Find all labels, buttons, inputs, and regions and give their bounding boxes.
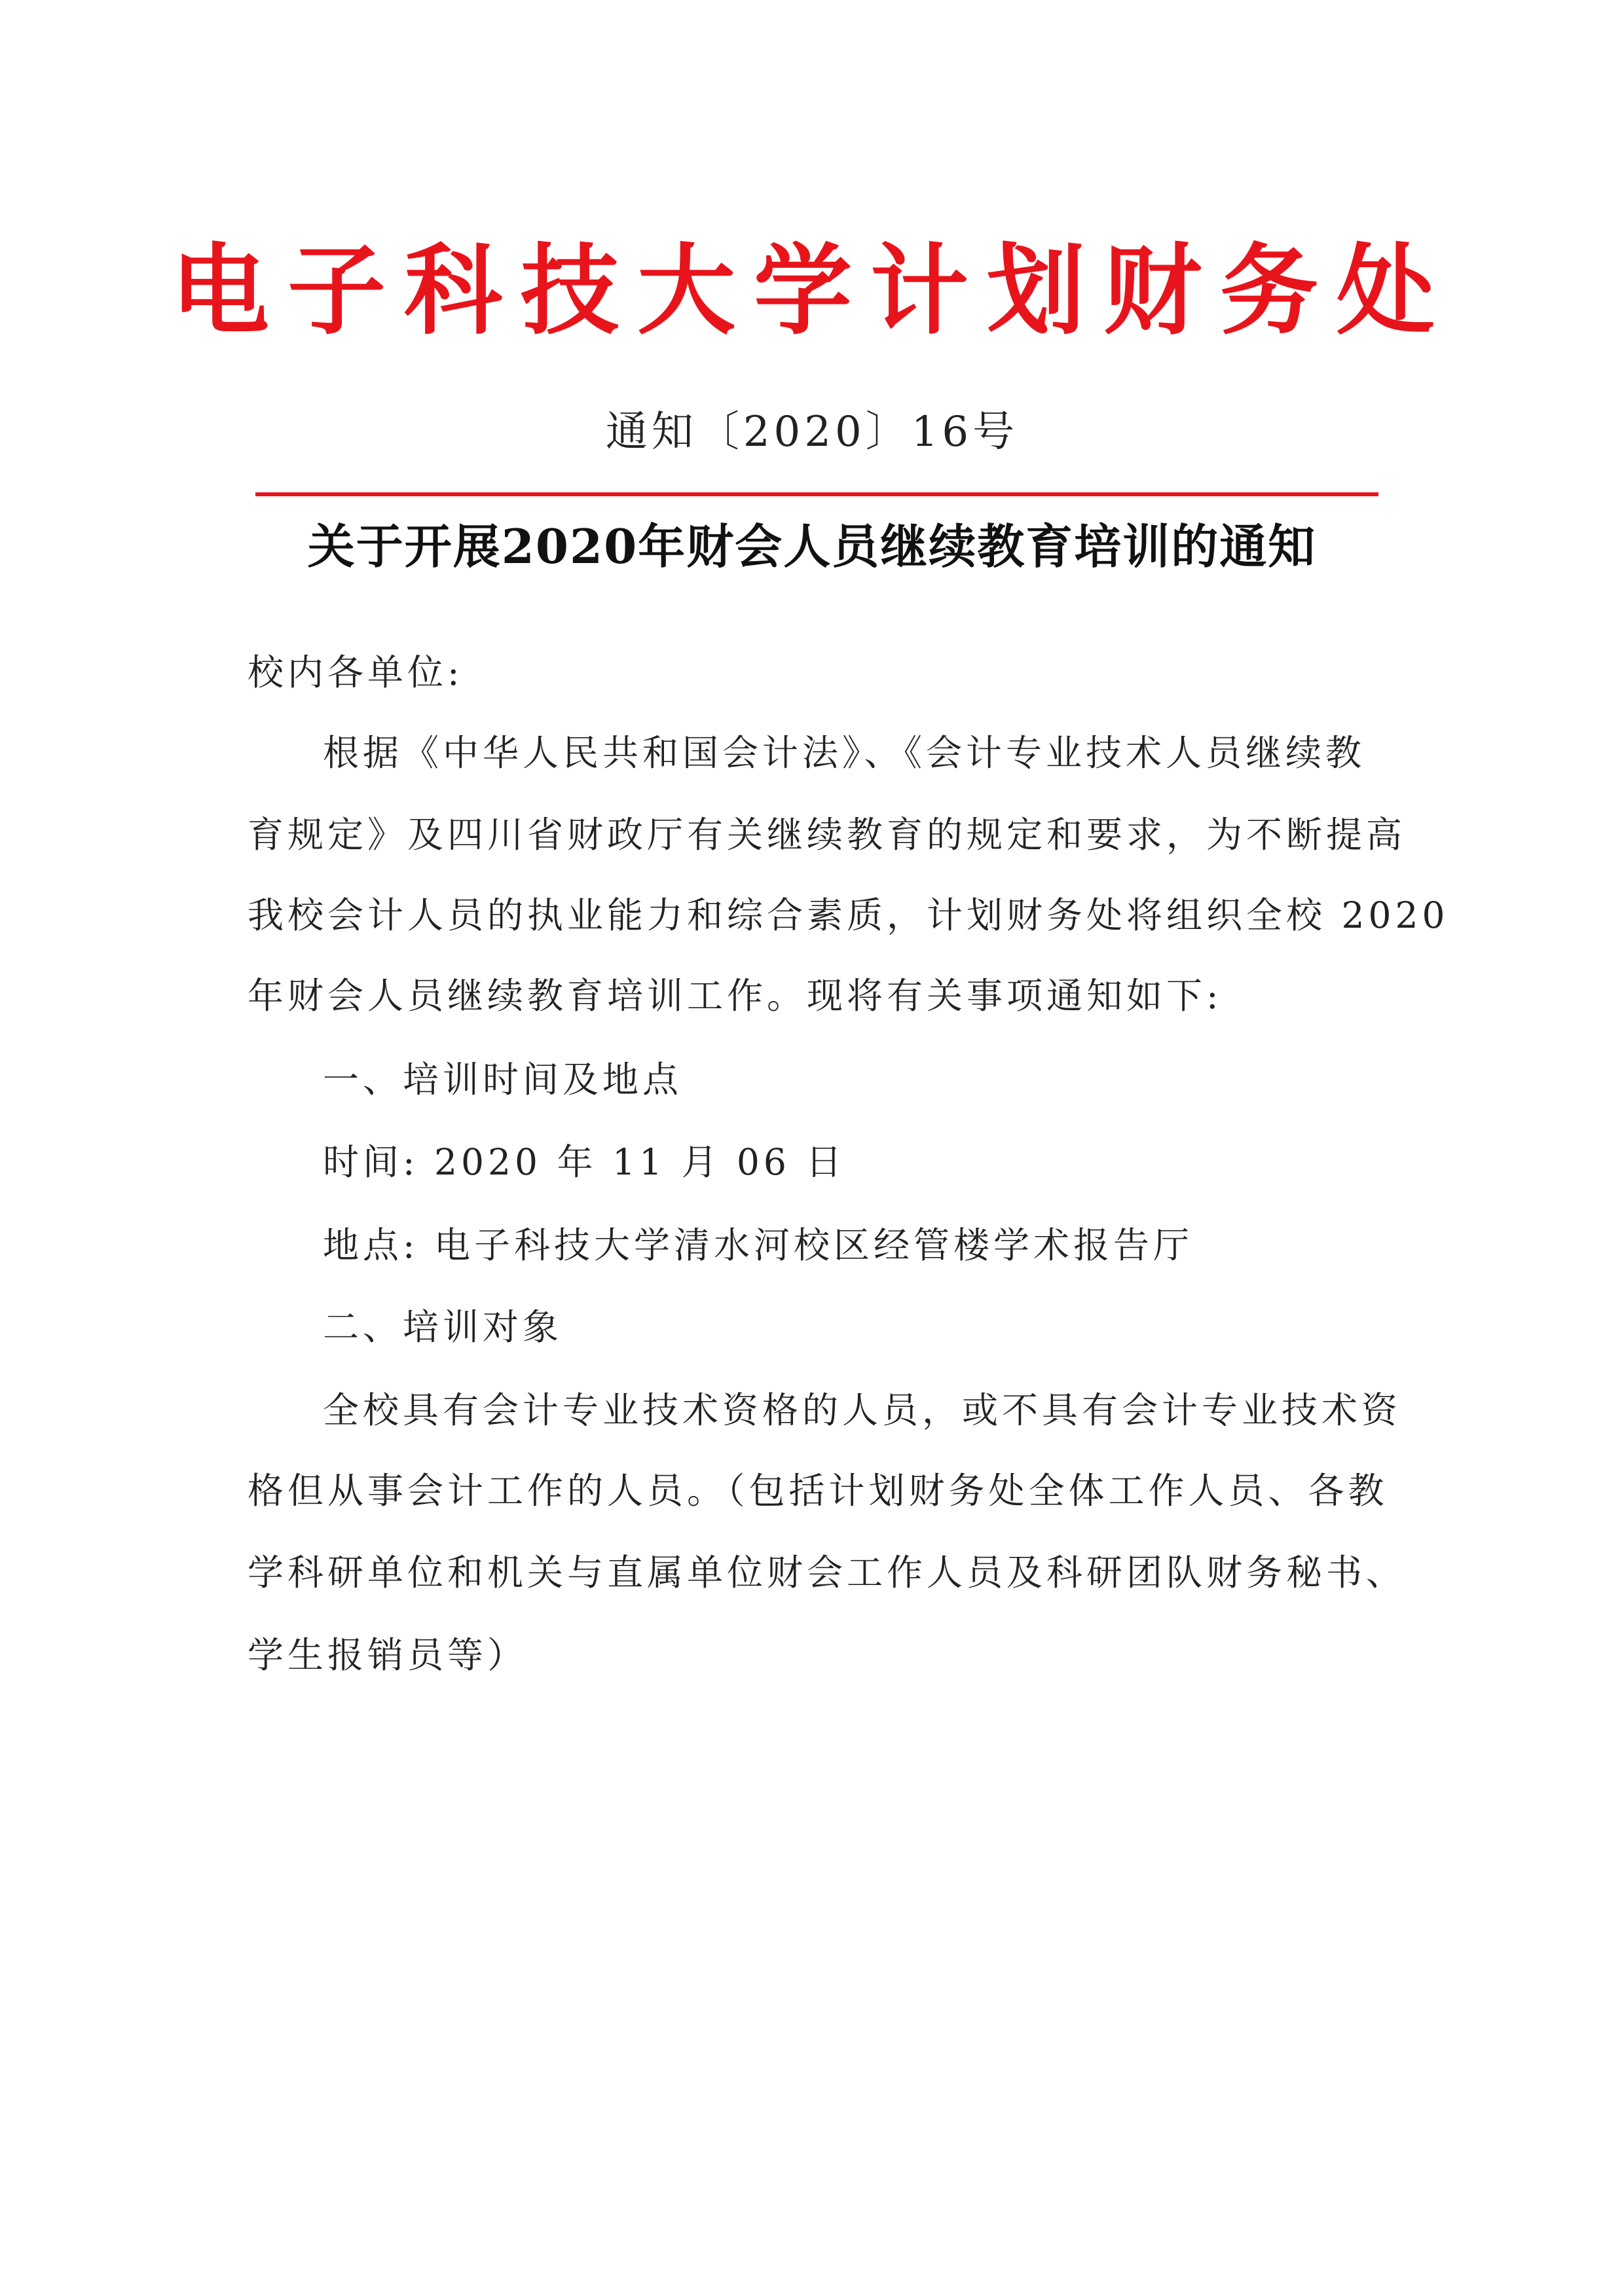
intro-line: 年财会人员继续教育培训工作。现将有关事项通知如下: xyxy=(248,975,1223,1017)
organization-header: 电子科技大学计划财务处 xyxy=(170,234,1453,348)
section-heading-time-location: 一、培训时间及地点 xyxy=(323,1059,683,1101)
audience-line: 学生报销员等） xyxy=(248,1634,528,1676)
section-heading-audience: 二、培训对象 xyxy=(323,1306,563,1348)
training-location: 地点: 电子科技大学清水河校区经管楼学术报告厅 xyxy=(323,1224,1194,1266)
header-divider xyxy=(255,492,1378,496)
intro-line: 我校会计人员的执业能力和综合素质，计划财务处将组织全校 2020 xyxy=(248,894,1449,936)
audience-line: 学科研单位和机关与直属单位财会工作人员及科研团队财务秘书、 xyxy=(248,1552,1407,1594)
salutation: 校内各单位: xyxy=(248,651,464,693)
notice-title: 关于开展2020年财会人员继续教育培训的通知 xyxy=(307,519,1317,574)
audience-line: 格但从事会计工作的人员。（包括计划财务处全体工作人员、各教 xyxy=(248,1470,1388,1512)
document-number: 通知〔2020〕16号 xyxy=(605,408,1019,456)
intro-line: 育规定》及四川省财政厅有关继续教育的规定和要求，为不断提高 xyxy=(248,814,1407,856)
intro-line: 根据《中华人民共和国会计法》、《会计专业技术人员继续教 xyxy=(323,732,1366,774)
training-time: 时间: 2020 年 11 月 06 日 xyxy=(323,1141,846,1183)
audience-line: 全校具有会计专业技术资格的人员，或不具有会计专业技术资 xyxy=(323,1389,1402,1431)
